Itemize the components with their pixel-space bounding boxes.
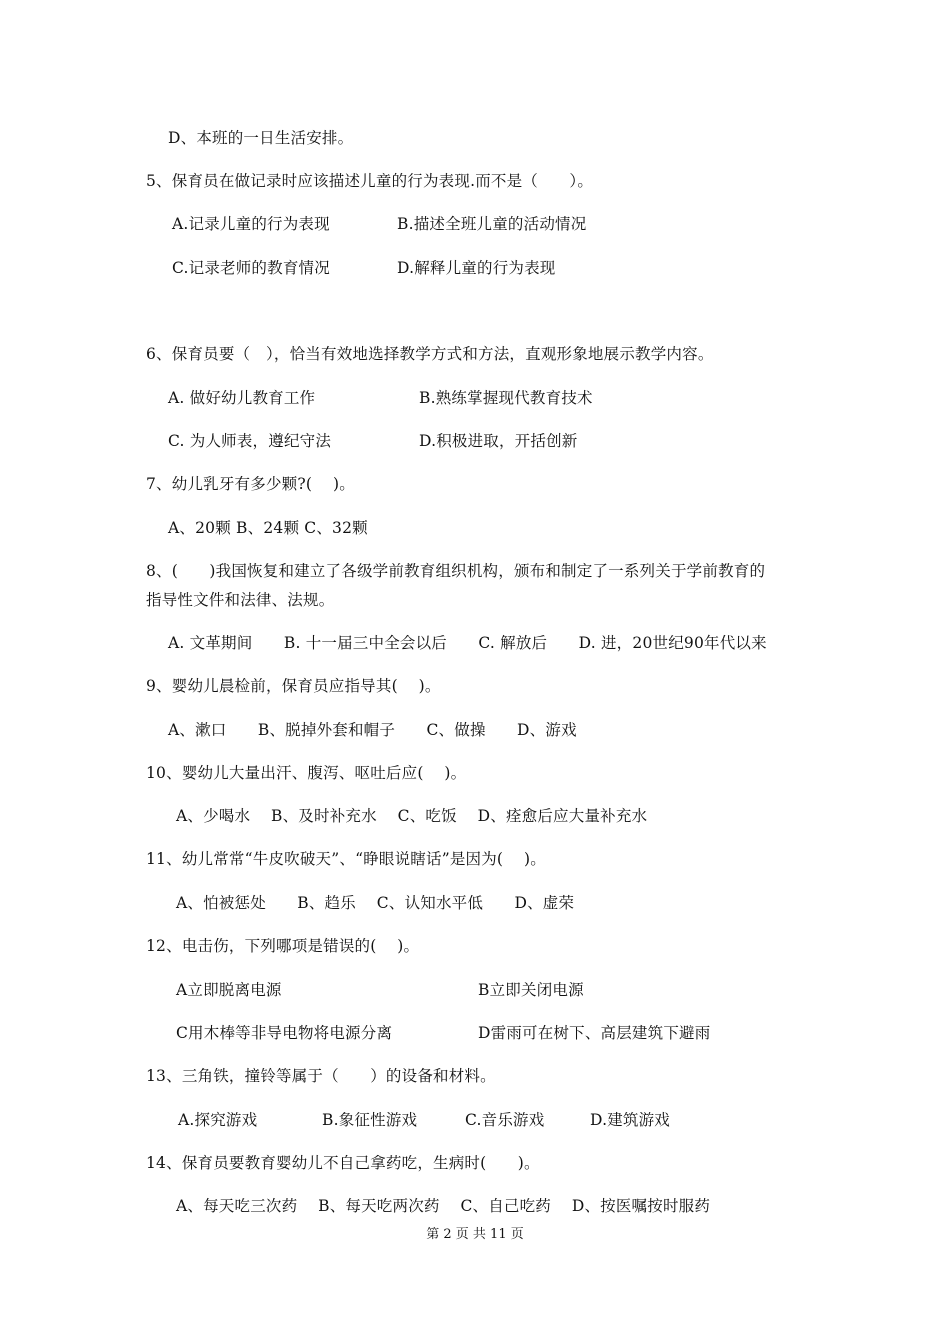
q12-option-d: D雷雨可在树下、高层建筑下避雨 [478,1024,711,1042]
q9-question: 9、婴幼儿晨检前，保育员应指导其( )。 [146,677,441,695]
q11-question: 11、幼儿常常“牛皮吹破天”、“睁眼说瞎话”是因为( )。 [146,850,546,868]
q6-option-b: B.熟练掌握现代教育技术 [419,389,593,407]
q10-question: 10、婴幼儿大量出汗、腹泻、呕吐后应( )。 [146,764,467,782]
q5-option-b: B.描述全班儿童的活动情况 [397,215,587,233]
q6-option-d: D.积极进取，开括创新 [419,432,578,450]
q13-option-d: D.建筑游戏 [590,1111,671,1129]
q14-question: 14、保育员要教育婴幼儿不自己拿药吃，生病时( )。 [146,1154,540,1172]
q6-option-c: C. 为人师表，遵纪守法 [168,432,332,450]
q13-option-c: C.音乐游戏 [465,1111,545,1129]
q14-options: A、每天吃三次药 B、每天吃两次药 C、自己吃药 D、按医嘱按时服药 [176,1197,711,1215]
q8-question-cont: 指导性文件和法律、法规。 [146,591,335,609]
q7-question: 7、幼儿乳牙有多少颗?( )。 [146,475,355,493]
q12-question: 12、电击伤，下列哪项是错误的( )。 [146,937,420,955]
q5-option-d: D.解释儿童的行为表现 [397,259,556,277]
q4-option-d: D、本班的一日生活安排。 [168,129,354,147]
q5-option-c: C.记录老师的教育情况 [172,259,330,277]
q5-question: 5、保育员在做记录时应该描述儿童的行为表现.而不是（ ）。 [146,172,594,190]
q9-options: A、漱口 B、脱掉外套和帽子 C、做操 D、游戏 [168,721,577,739]
q7-options: A、20颗 B、24颗 C、32颗 [168,519,368,537]
q8-options: A. 文革期间 B. 十一届三中全会以后 C. 解放后 D. 进，20世纪90年代以来 [168,634,767,652]
q5-option-a: A.记录儿童的行为表现 [172,215,330,233]
q13-option-b: B.象征性游戏 [322,1111,418,1129]
q11-options: A、怕被惩处 B、趋乐 C、认知水平低 D、虚荣 [176,894,575,912]
q13-option-a: A.探究游戏 [178,1111,258,1129]
q8-question: 8、( )我国恢复和建立了各级学前教育组织机构，颁布和制定了一系列关于学前教育的 [146,562,766,580]
q6-question: 6、保育员要（ ），恰当有效地选择教学方式和方法，直观形象地展示教学内容。 [146,345,714,363]
q10-options: A、少喝水 B、及时补充水 C、吃饭 D、痊愈后应大量补充水 [176,807,648,825]
q12-option-b: B立即关闭电源 [478,981,584,999]
q6-option-a: A. 做好幼儿教育工作 [168,389,316,407]
q12-option-a: A立即脱离电源 [176,981,282,999]
q13-question: 13、三角铁，撞铃等属于（ ）的设备和材料。 [146,1067,496,1085]
q12-option-c: C用木棒等非导电物将电源分离 [176,1024,393,1042]
page-footer: 第 2 页 共 11 页 [426,1227,524,1242]
